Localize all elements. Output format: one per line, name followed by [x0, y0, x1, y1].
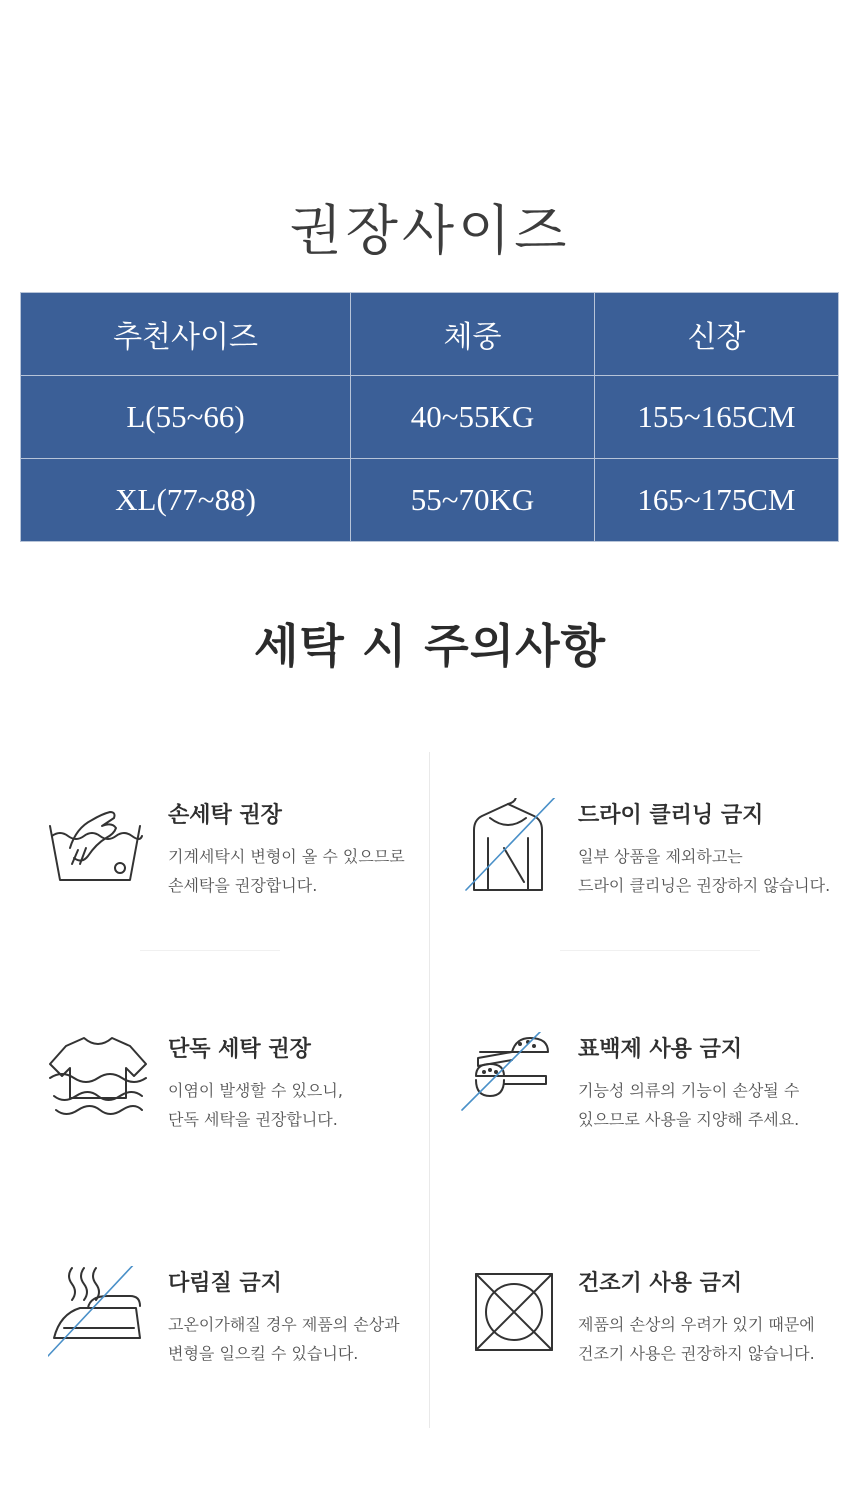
size-section-title: 권장사이즈 [289, 199, 571, 262]
care-item-description: 일부 상품을 제외하고는 드라이 클리닝은 권장하지 않습니다. [578, 847, 831, 895]
care-item-no-bleach [458, 1032, 860, 1172]
table-row [21, 376, 839, 459]
size-cell: L(55~66) [21, 376, 351, 459]
size-table [20, 292, 839, 542]
care-item-no-tumble-dry [458, 1266, 860, 1406]
care-item-title: 손세탁 권장 [168, 803, 282, 828]
care-item-description: 고온이가해질 경우 제품의 손상과 변형을 일으킬 수 있습니다. [168, 1315, 400, 1363]
weight-cell: 40~55KG [351, 376, 595, 459]
care-item-no-iron [48, 1266, 468, 1406]
row-divider [560, 950, 760, 951]
header-weight: 체중 [351, 293, 595, 376]
weight-cell: 55~70KG [351, 459, 595, 542]
hand-wash-icon [48, 798, 148, 908]
care-item-title: 드라이 클리닝 금지 [578, 803, 764, 828]
care-item-title: 표백제 사용 금지 [578, 1037, 743, 1062]
care-section-title: 세탁 시 주의사항 [253, 619, 607, 673]
wash-separately-icon [48, 1032, 148, 1142]
care-item-title: 다림질 금지 [168, 1271, 282, 1296]
row-divider [140, 950, 280, 951]
no-dry-clean-icon [458, 798, 558, 908]
care-item-description: 기능성 의류의 기능이 손상될 수 있으므로 사용을 지양해 주세요. [578, 1081, 800, 1129]
care-item-title: 단독 세탁 권장 [168, 1037, 311, 1062]
no-iron-icon [48, 1266, 148, 1376]
table-row [21, 459, 839, 542]
height-cell: 165~175CM [594, 459, 838, 542]
care-item-hand-wash [48, 798, 468, 938]
size-cell: XL(77~88) [21, 459, 351, 542]
care-item-no-dry-clean [458, 798, 860, 938]
care-item-description: 제품의 손상의 우려가 있기 때문에 건조기 사용은 권장하지 않습니다. [578, 1315, 815, 1363]
height-cell: 155~165CM [594, 376, 838, 459]
care-item-title: 건조기 사용 금지 [578, 1271, 743, 1296]
care-item-description: 기계세탁시 변형이 올 수 있으므로 손세탁을 권장합니다. [168, 847, 405, 895]
no-tumble-dry-icon [458, 1266, 558, 1376]
header-recommended-size: 추천사이즈 [21, 293, 351, 376]
size-table-header-row [21, 293, 839, 376]
no-bleach-icon [458, 1032, 558, 1142]
header-height: 신장 [594, 293, 838, 376]
care-item-wash-separately [48, 1032, 468, 1172]
care-item-description: 이염이 발생할 수 있으니, 단독 세탁을 권장합니다. [168, 1081, 343, 1129]
